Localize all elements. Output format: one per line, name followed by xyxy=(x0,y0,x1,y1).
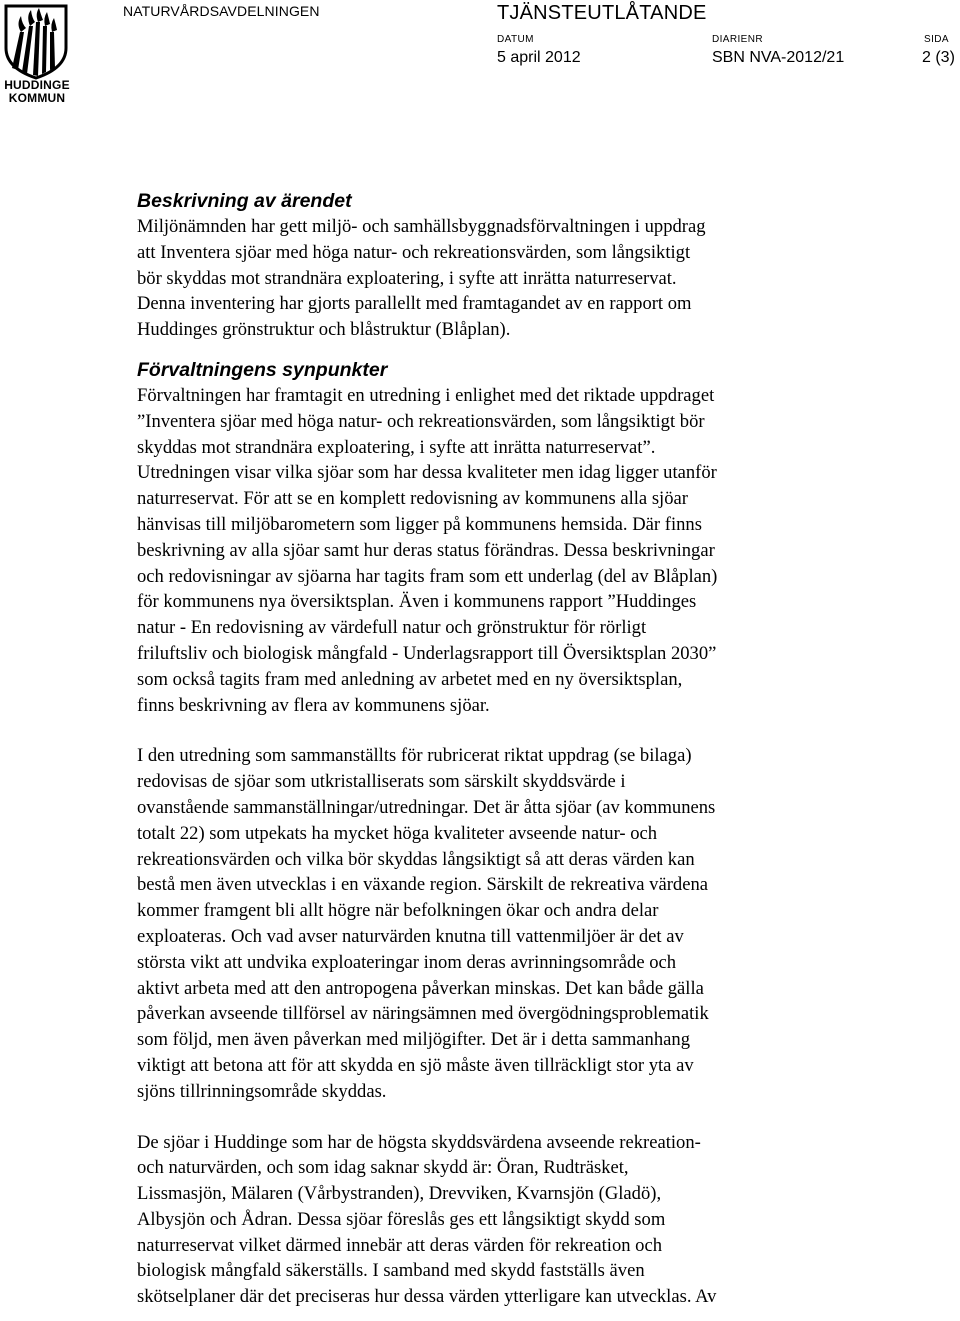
page-number: 2 (3) xyxy=(922,49,955,66)
date-label: DATUM xyxy=(497,34,534,45)
paragraph-description: Miljönämnden har gett miljö- och samhällsbyggnadsförvaltningen i uppdrag att Inventera sjöar med höga natur- och rekreationsvärden, som långsiktigt bör skyddas mot strandnära exploatering, i syfte att inrätta naturreservat. Denna inventering har gjorts parallellt med framtagandet av en rapport om Huddinges grönstruktur och blåstruktur (Blåplan). xyxy=(137,216,706,341)
paragraph-lakes: De sjöar i Huddinge som har de högsta skyddsvärdena avseende rekreation- och naturvärden, och som idag saknar skydd är: Öran, Rudträsket, Lissmasjön, Mälaren (Vårbystranden), Drevviken, Kvarnsjön (Gladö), Albysjön och Ådran. Dessa sjöar föreslås ges ett långsiktigt skydd som naturreservat vilket därmed innebär att deras värden för rekreation och biologisk mångfald säkerställs. I samband med skydd fastställs även skötselplaner där det preciseras hur dessa värden ytterligare kan utvecklas. Av xyxy=(137,1131,717,1308)
section-heading-description: Beskrivning av ärendet xyxy=(137,190,352,212)
municipality-logo xyxy=(2,2,70,106)
date-value: 5 april 2012 xyxy=(497,49,581,66)
diarienr-label: DIARIENR xyxy=(712,34,763,45)
page-label: SIDA xyxy=(924,34,949,45)
document-body xyxy=(137,188,927,1310)
document-type: TJÄNSTEUTLÅTANDE xyxy=(497,2,707,24)
document-header xyxy=(0,0,960,110)
coat-of-arms-icon xyxy=(2,2,70,80)
logo-text: HUDDINGE KOMMUN xyxy=(4,78,70,105)
department-name: NATURVÅRDSAVDELNINGEN xyxy=(123,3,320,19)
paragraph-investigation: I den utredning som sammanställts för rubricerat riktat uppdrag (se bilaga) redovisas de sjöar som utkristalliserats som särskilt skyddsvärde i ovanstående sammanställningar/utredningar. Det är åtta sjöar (av kommunens totalt 22) som utpekats ha mycket höga kvaliteter avseende natur- och rekreationsvärden och vilka bör skyddas långsiktigt så att deras värden kan bestå men även utvecklas i en växande region. Särskilt de rekreativa värdena kommer framgent bli allt högre när befolkningen ökar och andra delar exploateras. Och vad avser naturvärden knutna till vattenmiljöer är det av största vikt att undvika exploateringar inom deras avrinningsområde och aktivt arbeta med att den antropogena påverkan minskas. Det kan både gälla påverkan avseende tillförsel av näringsämnen med övergödningsproblematik som följd, men även påverkan med miljögifter. Det är i detta sammanhang viktigt att betona att för att skydda en sjö måste även tillräckligt stor yta av sjöns tillrinningsområde skyddas. xyxy=(137,745,716,1102)
section-heading-viewpoints: Förvaltningens synpunkter xyxy=(137,358,388,381)
paragraph-viewpoints: Förvaltningen har framtagit en utredning i enlighet med det riktade uppdraget ”Inventera sjöar med höga natur- och rekreationsvärden, som långsiktigt bör skyddas mot strandnära exploatering, i syfte att inrätta naturreservat”. Utredningen visar vilka sjöar som har dessa kvaliteter men idag ligger utanför naturreservat. För att se en komplett redovisning av kommunens alla sjöar hänvisas till miljöbarometern som ligger på kommunens hemsida. Där finns beskrivning av alla sjöar samt hur deras status förändras. Dessa beskrivningar och redovisningar av sjöarna har tagits fram som ett underlag (del av Blåplan) för kommunens nya översiktsplan. Även i kommunens rapport ”Huddinges natur - En redovisning av värdefull natur och grönstruktur för rörligt friluftsliv och biologisk mångfald - Underlagsrapport till Översiktsplan 2030” som också tagits fram med anledning av arbetet med en ny översiktsplan, finns beskrivning av flera av kommunens sjöar. xyxy=(137,384,718,716)
diarienr-value: SBN NVA-2012/21 xyxy=(712,49,845,66)
